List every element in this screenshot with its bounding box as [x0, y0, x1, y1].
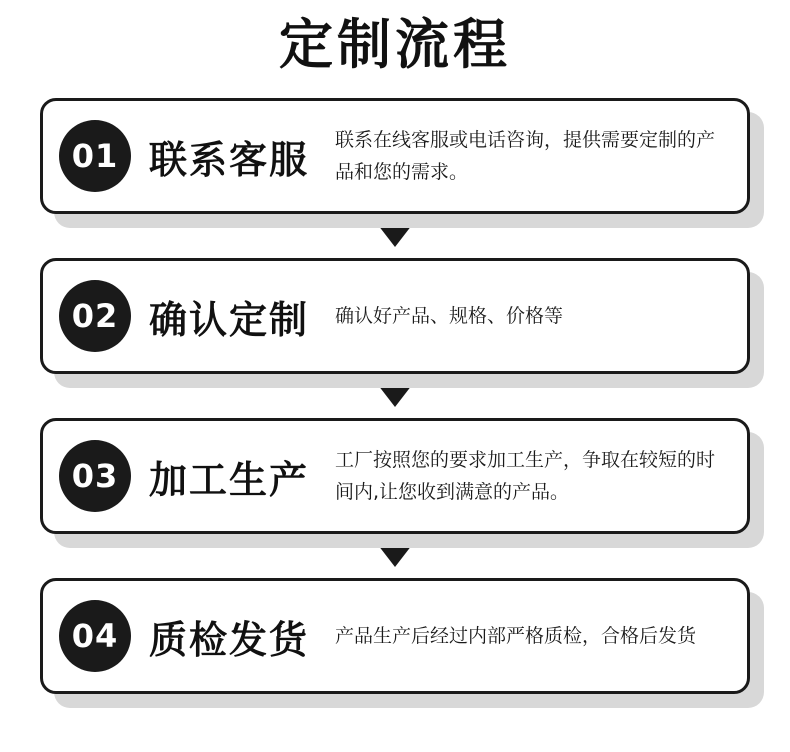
card-shadow-host	[40, 578, 750, 694]
page-title: 定制流程	[279, 13, 511, 76]
step-card[interactable]	[40, 98, 750, 214]
arrow-down-icon	[378, 545, 412, 567]
step-title: 质检发货	[149, 617, 310, 662]
step-card[interactable]	[40, 578, 750, 694]
step-number-badge: 03	[59, 440, 131, 512]
step-description: 产品生产后经过内部严格质检，合格后发货	[335, 625, 697, 648]
step-description: 联系在线客服或电话咨询，提供需要定制的产品和您的需求。	[335, 128, 716, 184]
card-shadow-host	[40, 418, 750, 534]
step-card[interactable]	[40, 258, 750, 374]
step-title: 加工生产	[149, 457, 310, 502]
step-item-4	[40, 578, 750, 694]
step-title: 确认定制	[149, 297, 310, 342]
step-card[interactable]	[40, 418, 750, 534]
step-number-badge: 01	[59, 120, 131, 192]
step-description: 工厂按照您的要求加工生产，争取在较短的时间内,让您收到满意的产品。	[335, 448, 716, 504]
card-shadow-host	[40, 258, 750, 374]
card-shadow-host	[40, 98, 750, 214]
step-number-badge: 02	[59, 280, 131, 352]
step-number-badge: 04	[59, 600, 131, 672]
step-title: 联系客服	[149, 137, 310, 182]
arrow-down-icon	[378, 385, 412, 407]
step-item-2	[40, 258, 750, 374]
step-description: 确认好产品、规格、价格等	[335, 305, 564, 328]
step-list	[0, 98, 790, 694]
arrow-down-icon	[378, 225, 412, 247]
step-item-1	[40, 98, 750, 214]
step-item-3	[40, 418, 750, 534]
